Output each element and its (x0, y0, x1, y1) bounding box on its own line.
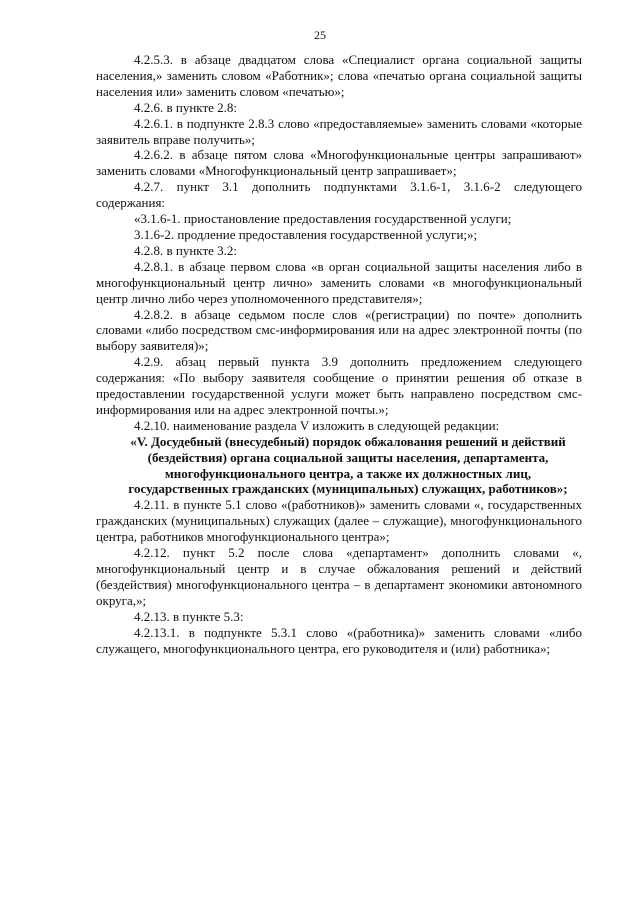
paragraph-4-2-10: 4.2.10. наименование раздела V изложить в следующей редакции: (134, 417, 500, 433)
page-number: 25 (314, 28, 326, 42)
paragraph-4-2-8-2: 4.2.8.2. в абзаце седьмом после слов «(регистрации) по почте» дополнить словами «либо посредством смс-информирования или на адрес электронной почты (по выбору заявителя)»; (96, 306, 582, 354)
paragraph-4-2-5-3: 4.2.5.3. в абзаце двадцатом слова «Специалист органа социальной защиты населения,» заменить словом «Работник»; слова «печатью органа социальной защиты населения или» заменить словом «печатью»; (96, 52, 582, 99)
paragraph-4-2-13-1: 4.2.13.1. в подпункте 5.3.1 слово «(работника)» заменить словами «либо служащего, многофункционального центра, его руководителя и (или) работника»; (96, 624, 582, 656)
paragraph-4-2-6-1: 4.2.6.1. в подпункте 2.8.3 слово «предоставляемые» заменить словами «которые заявитель вправе получить»; (96, 115, 582, 147)
paragraph-4-2-6: 4.2.6. в пункте 2.8: (134, 99, 238, 115)
paragraph-4-2-8: 4.2.8. в пункте 3.2: (134, 242, 238, 258)
paragraph-4-2-11: 4.2.11. в пункте 5.1 слово «(работников)» заменить словами «, государственных гражданских (муниципальных) служащих (далее – служащие), многофункционального центра, работников многофункционального центра»; (96, 497, 582, 545)
paragraph-3-1-6-2: 3.1.6-2. продление предоставления государственной услуги;»; (134, 226, 478, 242)
paragraph-4-2-12: 4.2.12. пункт 5.2 после слова «департамент» дополнить словами «, многофункциональный центр и в случае обжалования решений и действий (бездействия) многофункционального центра – в департамент экономики автономного округа,»; (96, 545, 582, 608)
section-heading: «V. Досудебный (внесудебный) порядок обжалования решений и действий (бездействия) органа социальной защиты населения, департамента, многофункционального центра, а также их должностных лиц, государственных гражданских (муниципальных) служащих, работников»; (128, 433, 568, 497)
paragraph-4-2-7: 4.2.7. пункт 3.1 дополнить подпунктами 3.1.6-1, 3.1.6-2 следующего содержания: (96, 179, 582, 211)
document-body (96, 52, 582, 656)
paragraph-4-2-13: 4.2.13. в пункте 5.3: (134, 608, 244, 624)
paragraph-4-2-8-1: 4.2.8.1. в абзаце первом слова «в орган социальной защиты населения либо в многофункциональный центр лично» заменить словами «в многофункциональный центр лично либо через уполномоченного представителя»; (96, 258, 582, 306)
paragraph-3-1-6-1: «3.1.6-1. приостановление предоставления государственной услуги; (134, 211, 512, 227)
paragraph-4-2-9: 4.2.9. абзац первый пункта 3.9 дополнить предложением следующего содержания: «По выбору заявителя сообщение о принятии решения об отказе в предоставлении государственной услуги может быть направлено посредством смс-информирования или на адрес электронной почты.»; (96, 354, 582, 417)
paragraph-4-2-6-2: 4.2.6.2. в абзаце пятом слова «Многофункциональные центры запрашивают» заменить словами «Многофункциональный центр запрашивает»; (96, 147, 582, 179)
